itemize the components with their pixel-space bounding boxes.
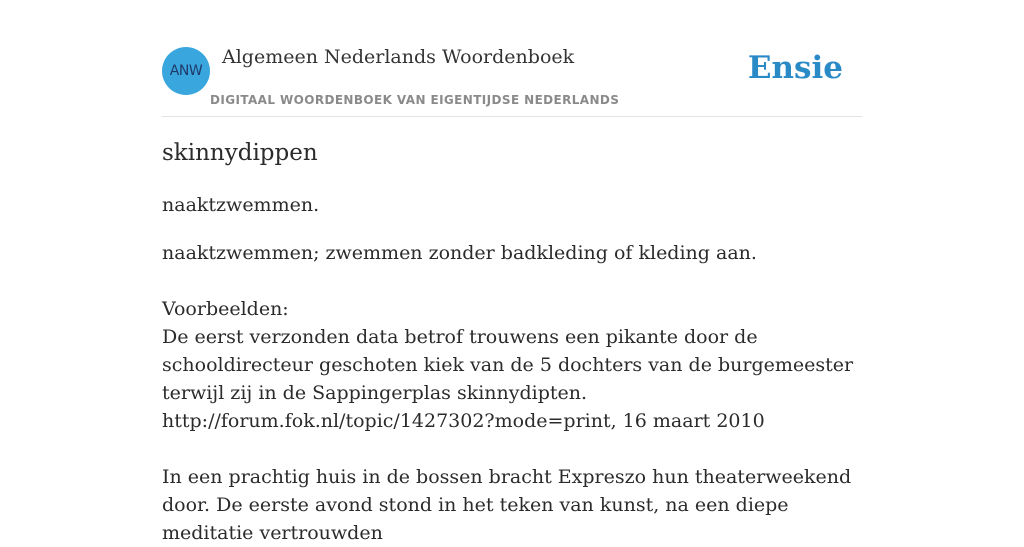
example-text: De eerst verzonden data betrof trouwens een pikante door de schooldirecteur geschoten kiek van de 5 dochters van de burgemeester terwijl zij in de Sappingerplas skinnydipten. [162, 326, 854, 404]
anw-logo-text: ANW [169, 63, 203, 79]
dictionary-subtitle: DIGITAAL WOORDENBOEK VAN EIGENTIJDSE NEDERLANDS [210, 93, 620, 107]
entry-word: skinnydippen [162, 140, 318, 166]
example-source: http://forum.fok.nl/topic/1427302?mode=print, 16 maart 2010 [162, 410, 765, 432]
site-header [162, 0, 862, 117]
dictionary-title[interactable]: Algemeen Nederlands Woordenboek [222, 46, 575, 68]
anw-logo[interactable] [162, 47, 210, 95]
example-text: In een prachtig huis in de bossen bracht Expreszo hun theaterweekend door. De eerste avond stond in het teken van kunst, na een diepe meditatie vertrouwden [162, 466, 852, 544]
full-definition: naaktzwemmen; zwemmen zonder badkleding of kleding aan. [162, 242, 757, 264]
page [162, 0, 862, 544]
ensie-brand-logo[interactable]: Ensie [747, 50, 843, 86]
entry-body [162, 239, 862, 547]
short-definition: naaktzwemmen. [162, 194, 320, 216]
examples-label: Voorbeelden: [162, 298, 289, 320]
